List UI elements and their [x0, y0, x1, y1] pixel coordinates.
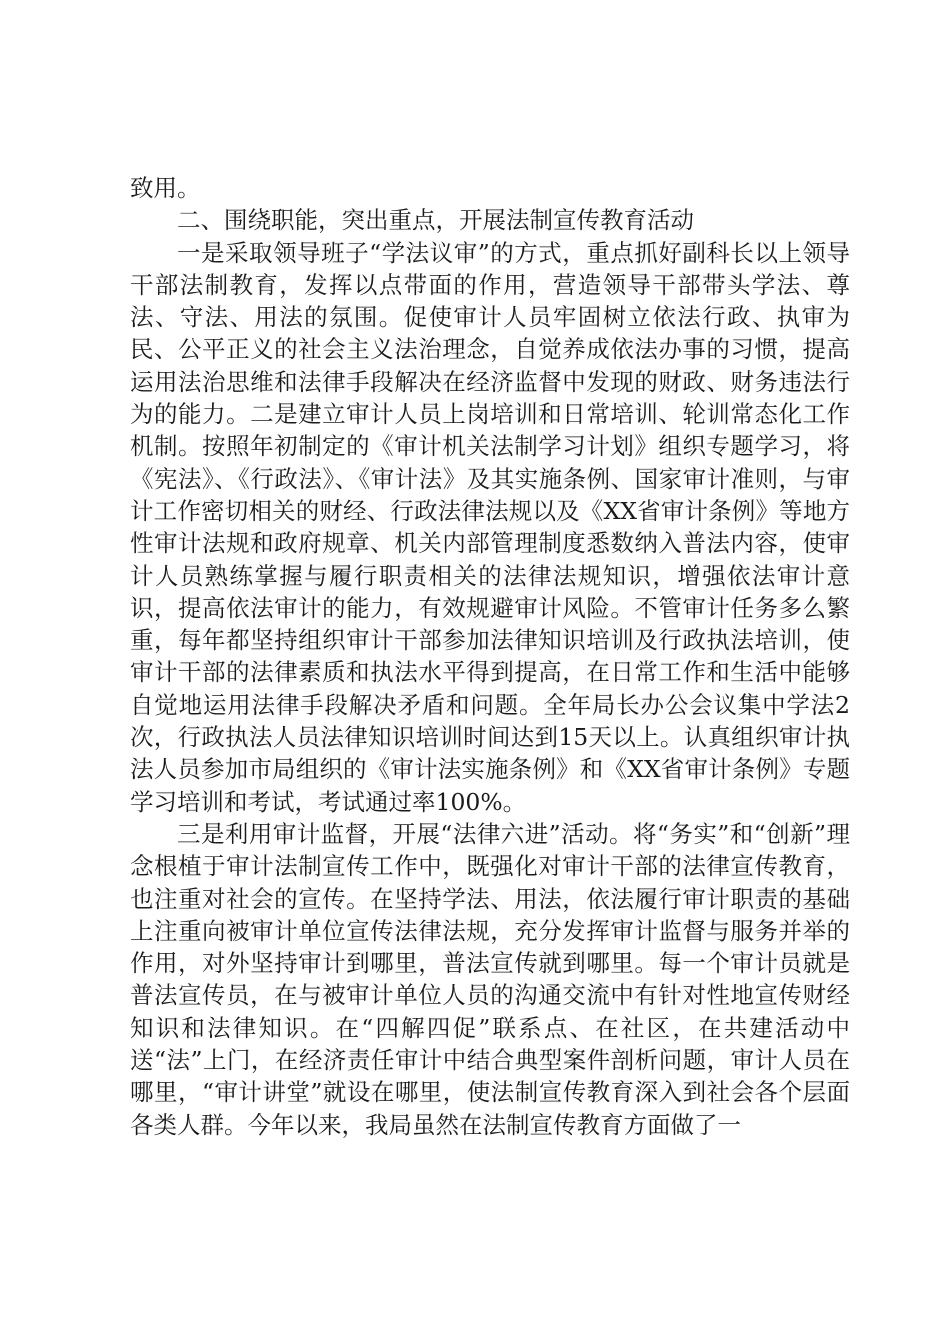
section-heading: 二、围绕职能，突出重点，开展法制宣传教育活动 [177, 206, 694, 235]
paragraph-continuation: 致用。 [130, 174, 201, 202]
paragraph: 一是采取领导班子“学法议审”的方式，重点抓好副科长以上领导干部法制教育，发挥以点带面的作用，营造领导干部带头学法、尊法、守法、用法的氛围。促使审计人员牢固树立依法行政、执审为民、公平正义的社会主义法治理念，自觉养成依法办事的习惯，提高运用法治思维和法律手段解决在经济监督中发现的财政、财务违法行为的能力。二是建立审计人员上岗培训和日常培训、轮训常态化工作机制。按照年初制定的《审计机关法制学习计划》组织专题学习，将《宪法》、《行政法》、《审计法》及其实施条例、国家审计准则，与审计工作密切相关的财经、行政法律法规以及《XX省审计条例》等地方性审计法规和政府规章、机关内部管理制度悉数纳入普法内容，使审计人员熟练掌握与履行职责相关的法律法规知识，增强依法审计意识，提高依法审计的能力，有效规避审计风险。不管审计任务多么繁重，每年都坚持组织审计干部参加法律知识培训及行政执法培训，使审计干部的法律素质和执法水平得到提高，在日常工作和生活中能够自觉地运用法律手段解决矛盾和问题。全年局长办公会议集中学法2次，行政执法人员法律知识培训时间达到15天以上。认真组织审计执法人员参加市局组织的《审计法实施条例》和《XX省审计条例》专题学习培训和考试，考试通过率100%。 [130, 238, 850, 816]
document-body [130, 172, 850, 1141]
paragraph: 三是利用审计监督，开展“法律六进”活动。将“务实”和“创新”理念根植于审计法制宣传工作中，既强化对审计干部的法律宣传教育，也注重对社会的宣传。在坚持学法、用法，依法履行审计职责的基础上注重向被审计单位宣传法律法规，充分发挥审计监督与服务并举的作用，对外坚持审计到哪里，普法宣传就到哪里。每一个审计员就是普法宣传员，在与被审计单位人员的沟通交流中有针对性地宣传财经知识和法律知识。在“四解四促”联系点、在社区，在共建活动中送“法”上门，在经济责任审计中结合典型案件剖析问题，审计人员在哪里，“审计讲堂”就设在哪里，使法制宣传教育深入到社会各个层面各类人群。今年以来，我局虽然在法制宣传教育方面做了一 [130, 819, 850, 1139]
